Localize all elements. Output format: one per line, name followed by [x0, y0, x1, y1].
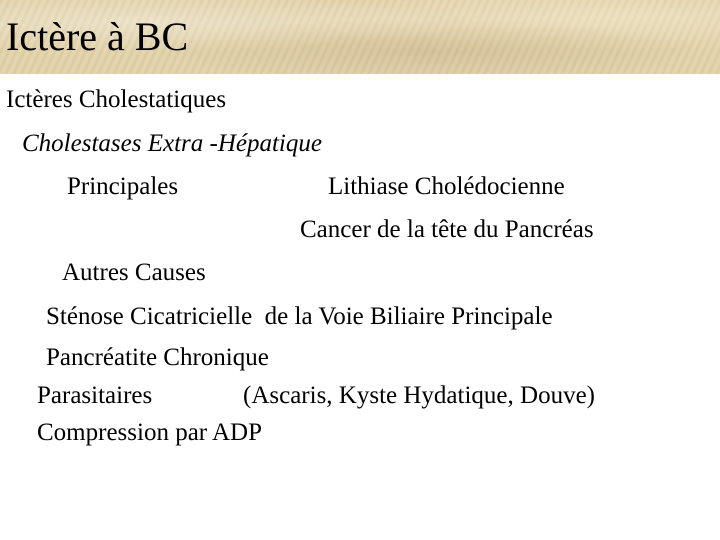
item-compression: Compression par ADP [37, 419, 262, 446]
item-cancer-pancreas: Cancer de la tête du Pancréas [300, 216, 594, 243]
item-pancreatite: Pancréatite Chronique [46, 344, 269, 371]
label-autres-causes: Autres Causes [62, 259, 206, 286]
item-stenose: Sténose Cicatricielle de la Voie Biliaire Principale [46, 303, 553, 330]
label-parasitaires: Parasitaires [37, 382, 153, 409]
slide-title: Ictère à BC [6, 14, 189, 59]
heading-icteres-cholestatiques: Ictères Cholestatiques [6, 86, 227, 113]
item-lithiase: Lithiase Cholédocienne [328, 173, 565, 200]
subheading-cholestases: Cholestases Extra -Hépatique [22, 130, 322, 157]
label-principales: Principales [67, 173, 179, 200]
parasitaires-detail: (Ascaris, Kyste Hydatique, Douve) [243, 382, 595, 409]
